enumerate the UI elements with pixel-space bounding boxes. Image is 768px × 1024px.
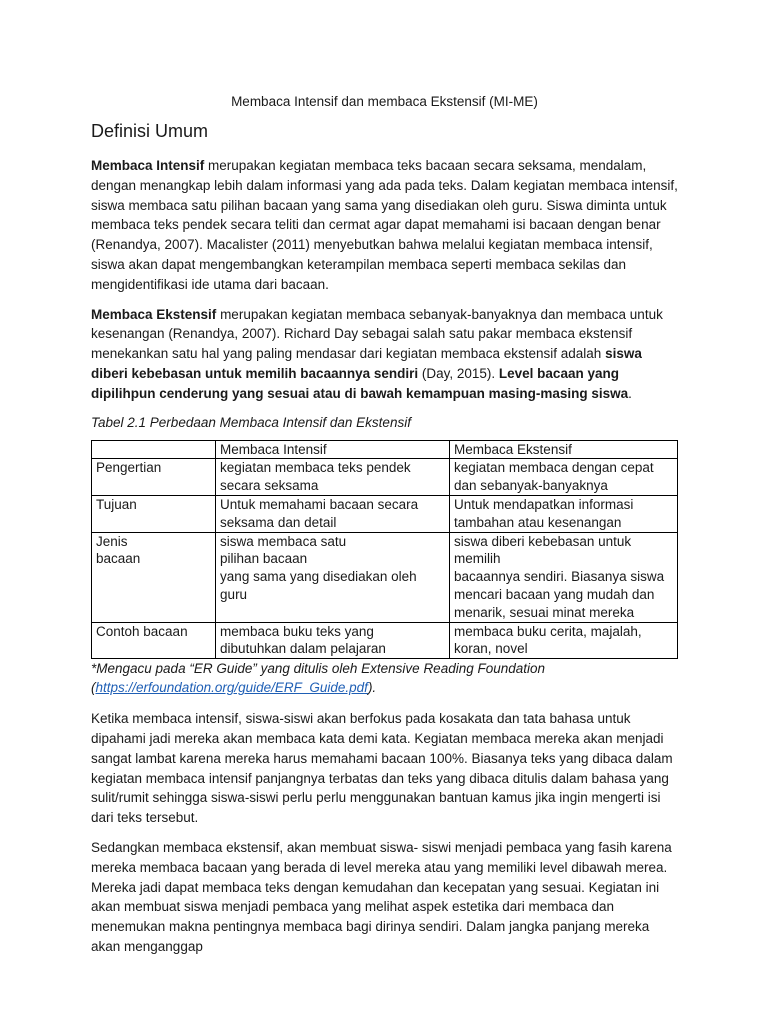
cell-line: memilih (454, 551, 501, 567)
footnote (91, 659, 678, 697)
cell-line: koran, novel (454, 641, 528, 657)
term-intensif: Membaca Intensif (91, 158, 205, 173)
table-body (92, 459, 678, 659)
table-cell-ekstensif (450, 495, 678, 532)
cell-line: Untuk mendapatkan informasi (454, 496, 634, 512)
table-cell-ekstensif (450, 622, 678, 659)
table-cell-label (92, 459, 216, 496)
cell-line: guru (220, 586, 248, 602)
paragraph-ekstensif (91, 305, 678, 404)
paragraph-ekstensif-text-2: (Day, 2015). (418, 365, 499, 381)
table-cell-label (92, 532, 216, 622)
emphasis-level: Level bacaan yang dipilihpun cenderung yang sesuai atau di bawah kemampuan masing-masing siswa (91, 365, 629, 401)
table-cell-intensif (216, 622, 450, 659)
term-ekstensif: Membaca Ekstensif (91, 306, 217, 322)
emphasis-kebebasan: siswa diberi kebebasan untuk memilih bacaannya sendiri (91, 346, 642, 381)
table-cell-label (92, 495, 216, 532)
footnote-close-paren: ). (367, 680, 377, 696)
comparison-table (91, 440, 678, 660)
document-title: Membaca Intensif dan membaca Ekstensif (MI-ME) (231, 94, 538, 109)
footnote-open-paren: ( (91, 680, 96, 696)
table-cell-intensif (216, 459, 450, 496)
cell-line: kegiatan membaca dengan cepat (454, 460, 654, 476)
table-header-row (92, 440, 678, 459)
table-cell-label (92, 622, 216, 659)
table-row (92, 622, 678, 659)
paragraph-intensif-detail: Ketika membaca intensif, siswa-siswi akan berfokus pada kosakata dan tata bahasa untuk dipahami jadi mereka akan membaca kata demi kata. Kegiatan membaca mereka akan menjadi sangat lambat karena mereka harus memahami bacaan 100%. Biasanya teks yang dibaca dalam kegiatan membaca intensif panjangnya terbatas dan teks yang dibaca ditulis dalam bahasa yang sulit/rumit sehingga siswa-siswi perlu perlu menggunakan bantuan kamus jika ingin mengerti isi dari teks tersebut. (91, 711, 673, 826)
cell-line: Untuk memahami bacaan secara (220, 496, 419, 512)
cell-line: siswa diberi kebebasan untuk (454, 533, 632, 549)
footnote-line: *Mengacu pada “ER Guide” yang ditulis oleh Extensive Reading Foundation (91, 661, 546, 677)
paragraph-ekstensif-text-1: merupakan kegiatan membaca sebanyak-banyaknya dan membaca untuk kesenangan (Renandya, 2007). Richard Day sebagai salah satu pakar membaca ekstensif menekankan satu hal yang paling mendasar dari kegiatan membaca ekstensif adalah (91, 306, 663, 362)
cell-line: mencari bacaan yang mudah dan (454, 586, 655, 602)
cell-line: seksama dan detail (220, 514, 337, 530)
cell-line: Tujuan (96, 496, 137, 512)
header-cell-intensif: Membaca Intensif (216, 440, 450, 459)
cell-line: menarik, sesuai minat mereka (454, 604, 635, 620)
header-cell-ekstensif: Membaca Ekstensif (450, 440, 678, 459)
table-cell-ekstensif (450, 532, 678, 622)
cell-line: membaca buku teks yang (220, 623, 374, 639)
table-cell-intensif (216, 495, 450, 532)
table-row (92, 459, 678, 496)
paragraph-intensif (91, 156, 678, 295)
cell-line: dan sebanyak-banyaknya (454, 478, 608, 494)
cell-line: Contoh bacaan (96, 623, 188, 639)
paragraph-ekstensif-text-3: . (628, 385, 632, 401)
cell-line: tambahan atau kesenangan (454, 514, 622, 530)
cell-line: yang sama yang disediakan oleh (220, 569, 417, 585)
header-cell-empty (92, 440, 216, 459)
erf-guide-link[interactable]: https://erfoundation.org/guide/ERF_Guide.pdf (95, 680, 368, 696)
cell-line: kegiatan membaca teks pendek (220, 460, 411, 476)
table-cell-intensif (216, 532, 450, 622)
table-row (92, 495, 678, 532)
section-heading: Definisi Umum (91, 121, 209, 141)
table-row (92, 532, 678, 622)
paragraph-intensif-text: merupakan kegiatan membaca teks bacaan secara seksama, mendalam, dengan menangkap lebih dalam informasi yang ada pada teks. Dalam kegiatan membaca intensif, siswa membaca satu pilihan bacaan yang sama yang disediakan oleh guru. Siswa diminta untuk membaca teks pendek secara teliti dan cermat agar dapat memahami isi bacaan dengan benar (Renandya, 2007). Macalister (2011) menyebutkan bahwa melalui kegiatan membaca intensif, siswa akan dapat mengembangkan keterampilan membaca seperti membaca sekilas dan mengidentifikasi ide utama dari bacaan. (91, 158, 678, 292)
table-caption: Tabel 2.1 Perbedaan Membaca Intensif dan Ekstensif (91, 414, 411, 430)
table-cell-ekstensif (450, 459, 678, 496)
cell-line: pilihan bacaan (220, 551, 308, 567)
cell-line: Jenis (96, 533, 128, 549)
cell-line: bacaannya sendiri. Biasanya siswa (454, 569, 665, 585)
cell-line: secara seksama (220, 478, 319, 494)
paragraph-ekstensif-detail: Sedangkan membaca ekstensif, akan membuat siswa- siswi menjadi pembaca yang fasih karena mereka membaca bacaan yang berada di level mereka atau yang memiliki level dibawah merea. Mereka jadi dapat membaca teks dengan kemudahan dan kecepatan yang sesuai. Kegiatan ini akan membuat siswa menjadi pembaca yang melihat aspek estetika dari membaca dan menemukan makna pentingnya membaca bagi dirinya sendiri. Dalam jangka panjang mereka akan menganggap (91, 839, 672, 954)
cell-line: dibutuhkan dalam pelajaran (220, 641, 386, 657)
cell-line: Pengertian (96, 460, 162, 476)
cell-line: bacaan (96, 551, 141, 567)
cell-line: siswa membaca satu (220, 533, 347, 549)
cell-line: membaca buku cerita, majalah, (454, 623, 642, 639)
